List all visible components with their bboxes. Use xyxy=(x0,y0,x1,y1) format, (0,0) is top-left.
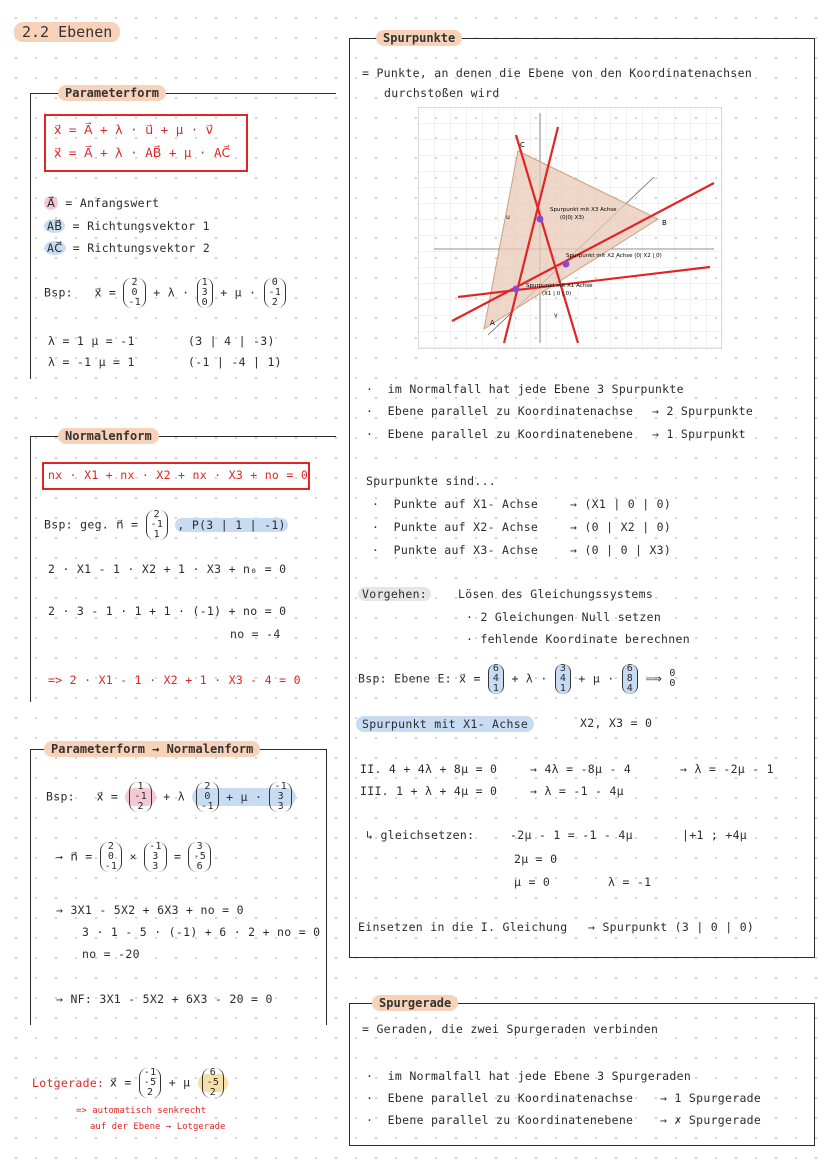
example-2-params: λ = -1 μ = 1 xyxy=(48,355,135,369)
spurpunkte-def-1: = Punkte, an denen die Ebene von den Koordinatenachsen xyxy=(362,66,753,80)
normalenform-line3: no = -4 xyxy=(230,627,281,641)
normalenform-formula: nx · X1 + nx · X2 + nx · X3 + no = 0 xyxy=(48,468,309,482)
vector-c: 0 -1 2 xyxy=(264,278,287,308)
spurgerade-rule-2-result: → 1 Spurgerade xyxy=(660,1091,762,1105)
equation-II-result: → 4λ = -8μ - 4 xyxy=(530,762,632,776)
legend-row-1 xyxy=(44,196,159,210)
vorgehen-step-1: Lösen des Gleichungssystems xyxy=(458,587,654,601)
label-c: C xyxy=(520,141,525,149)
normalenform-example xyxy=(44,510,288,540)
cross-vector-1: 2 0 -1 xyxy=(100,842,123,872)
plus-lambda: + λ · xyxy=(153,285,190,300)
list-row-2: · Punkte auf X2- Achse xyxy=(372,520,539,534)
given-point: , P(3 | 1 | -1) xyxy=(177,517,286,532)
given-n-label: Bsp: geg. n⃗ = xyxy=(44,517,139,532)
legend-row-2 xyxy=(44,219,210,233)
gleichsetzen-operation: |+1 ; +4μ xyxy=(682,828,748,842)
rule-row-3-result: → 1 Spurpunkt xyxy=(652,427,746,441)
legend-text: = Richtungsvektor 2 xyxy=(72,241,211,255)
equation-II-result-2: → λ = -2μ - 1 xyxy=(680,762,774,776)
equation-III: III. 1 + λ + 4μ = 0 xyxy=(360,784,498,798)
plane-vector-3: 6 8 4 xyxy=(622,664,638,694)
trace-point-x3 xyxy=(537,216,544,223)
rule-text: Ebene parallel zu Koordinatenachse xyxy=(387,404,634,418)
normalenform-result: => 2 · X1 - 1 · X2 + 1 · X3 - 4 = 0 xyxy=(48,673,301,687)
plus-mu: + μ · xyxy=(220,285,257,300)
label-p3-coord: (0|0| X3) xyxy=(560,215,585,221)
legend-symbol: AC⃗ xyxy=(44,241,66,255)
spurpunkte-sind: Spurpunkte sind... xyxy=(366,474,497,488)
list-row-2-result: → (0 | X2 | 0) xyxy=(570,520,672,534)
list-row-1: · Punkte auf X1- Achse xyxy=(372,497,539,511)
vector-b: 1 3 0 xyxy=(197,278,213,308)
vorgehen-step-3: · fehlende Koordinate berechnen xyxy=(466,632,690,646)
label-p2: Spurpunkt mit X2 Achse (0| X2 | 0) xyxy=(566,253,662,259)
p2n-normalform: → NF: 3X1 - 5X2 + 6X3 - 20 = 0 xyxy=(56,992,273,1006)
example-1-params: λ = 1 μ = -1 xyxy=(48,334,135,348)
p2n-example: Bsp: x⃗ = 1 -1 2 + λ 2 0 -1 + μ · -1 3 3 xyxy=(46,782,296,812)
normal-label: → n⃗ = xyxy=(56,849,93,864)
example-2-result: (-1 | -4 | 1) xyxy=(188,355,282,369)
p2n-vector-3: -1 3 3 xyxy=(269,782,292,812)
spurpunkte-example: Bsp: Ebene E: x⃗ = 6 4 1 + λ · 3 4 1 + μ · 6 8 4 ⟹ 0 0 xyxy=(358,663,676,694)
plane-vector-1: 6 4 1 xyxy=(488,664,504,694)
plane-label: Bsp: Ebene E: x⃗ = xyxy=(358,671,481,686)
normal-vector: 2 -1 1 xyxy=(146,510,169,540)
vector-a: 2 0 -1 xyxy=(123,278,146,308)
parameterform-formula1: x⃗ = A⃗ + λ · u⃗ + μ · v⃗ xyxy=(54,122,214,137)
example-1-result: (3 | 4 | -3) xyxy=(188,334,275,348)
spurgerade-rule-3-result: → ✗ Spurgerade xyxy=(660,1113,762,1127)
p2n-vector-2: 2 0 -1 xyxy=(196,782,219,812)
label-p1: Spurpunkt mit X1 Achse xyxy=(526,283,593,289)
normalenform-line1: 2 · X1 - 1 · X2 + 1 · X3 + n₀ = 0 xyxy=(48,562,287,576)
gleichsetzen-line-3: μ = 0 xyxy=(514,875,551,889)
label-p3: Spurpunkt mit X3 Achse xyxy=(550,207,617,213)
normalenform-line2: 2 · 3 - 1 · 1 + 1 · (-1) + no = 0 xyxy=(48,604,287,618)
bsp-label: Bsp: xyxy=(44,285,73,300)
plane-vector-2: 3 4 1 xyxy=(555,664,571,694)
spurgerade-rule-3: · Ebene parallel zu Koordinatenebene xyxy=(366,1113,634,1127)
list-row-3: · Punkte auf X3- Achse xyxy=(372,543,539,557)
parameterform-heading: Parameterform xyxy=(58,85,166,101)
list-row-3-result: → (0 | 0 | X3) xyxy=(570,543,672,557)
rule-row-2-result: → 2 Spurpunkte xyxy=(652,404,754,418)
equation-III-result: → λ = -1 - 4μ xyxy=(530,784,624,798)
x-vector-label: x⃗ = xyxy=(94,285,117,300)
legend-symbol: A⃗ xyxy=(44,196,58,210)
legend-text: = Richtungsvektor 1 xyxy=(72,219,210,233)
gleichsetzen-line-2: 2μ = 0 xyxy=(514,852,558,866)
lotgerade-note-2: auf der Ebene → Lotgerade xyxy=(90,1122,226,1132)
cross-product: → n⃗ = 2 0 -1 × -1 3 3 = 3 -5 6 xyxy=(56,842,211,872)
zero-conditions: 0 0 xyxy=(669,668,676,689)
p2n-line2: 3 · 1 - 5 · (-1) + 6 · 2 + no = 0 xyxy=(82,925,321,939)
spurpunkte-def-2: durchstoßen wird xyxy=(384,86,500,100)
p2n-line3: no = -20 xyxy=(82,947,140,961)
spurpunkt-result: → Spurpunkt (3 | 0 | 0) xyxy=(588,920,755,934)
rule-row-2: · Ebene parallel zu Koordinatenachse xyxy=(366,404,634,418)
spurgerade-heading: Spurgerade xyxy=(372,995,458,1011)
equation-II: II. 4 + 4λ + 8μ = 0 xyxy=(360,762,498,776)
parameterform-formula2: x⃗ = A⃗ + λ · AB⃗ + μ · AC⃗ xyxy=(54,145,231,160)
label-p1-coord: (X1 | 0 | 0) xyxy=(542,291,572,297)
legend-symbol: AB⃗ xyxy=(44,219,65,233)
lot-vector-1: -1 -5 2 xyxy=(139,1068,162,1098)
spurpunkte-diagram xyxy=(418,107,722,349)
trace-point-x1 xyxy=(513,286,520,293)
bsp-label: Bsp: xyxy=(46,789,75,804)
lotgerade-note-1: => automatisch senkrecht xyxy=(76,1106,207,1116)
einsetzen-text: Einsetzen in die I. Gleichung xyxy=(358,920,568,934)
p2n-vector-1: 1 -1 2 xyxy=(129,782,152,812)
rule-text: im Normalfall hat jede Ebene 3 Spurpunkte xyxy=(387,382,684,396)
p2n-heading: Parameterform → Normalenform xyxy=(44,741,260,757)
parameterform-example xyxy=(44,278,286,308)
x-vector-label: x⃗ = xyxy=(96,789,119,804)
spurpunkte-heading: Spurpunkte xyxy=(376,30,462,46)
lotgerade-label: Lotgerade: xyxy=(32,1076,105,1090)
rule-text: Ebene parallel zu Koordinatenebene xyxy=(387,427,634,441)
label-v: v xyxy=(554,312,558,319)
gleichsetzen-label: ↳ gleichsetzen: xyxy=(366,828,475,842)
spurpunkt-x1-title: Spurpunkt mit X1- Achse xyxy=(356,716,534,732)
cross-result: 3 -5 6 xyxy=(188,842,211,872)
trace-point-x2 xyxy=(563,261,570,268)
label-u: u xyxy=(506,214,510,221)
label-a: A xyxy=(490,319,495,327)
rule-row-3: · Ebene parallel zu Koordinatenebene xyxy=(366,427,634,441)
normalenform-heading: Normalenform xyxy=(58,428,159,444)
label-b: B xyxy=(662,219,667,227)
gleichsetzen-line-1: -2μ - 1 = -1 - 4μ xyxy=(510,828,633,842)
spurgerade-rule-1: · im Normalfall hat jede Ebene 3 Spurgeraden xyxy=(366,1069,692,1083)
spurpunkt-x1-condition: X2, X3 = 0 xyxy=(580,716,653,730)
legend-row-3 xyxy=(44,241,210,255)
page-title: 2.2 Ebenen xyxy=(14,22,120,42)
lotgerade-equation: x⃗ = -1 -5 2 + μ 6 -5 2 xyxy=(110,1068,228,1098)
lambda-result: λ = -1 xyxy=(608,875,652,889)
list-row-1-result: → (X1 | 0 | 0) xyxy=(570,497,672,511)
p2n-line1: → 3X1 - 5X2 + 6X3 + no = 0 xyxy=(56,903,244,917)
spurgerade-def: = Geraden, die zwei Spurgeraden verbinden xyxy=(362,1022,659,1036)
spurgerade-rule-2: · Ebene parallel zu Koordinatenachse xyxy=(366,1091,634,1105)
vorgehen-label: Vorgehen: xyxy=(358,587,431,601)
lot-vector-2: 6 -5 2 xyxy=(202,1068,225,1098)
rule-row-1: · im Normalfall hat jede Ebene 3 Spurpunkte xyxy=(366,382,684,396)
vorgehen-step-2: · 2 Gleichungen Null setzen xyxy=(466,610,662,624)
cross-vector-2: -1 3 3 xyxy=(144,842,167,872)
legend-text: = Anfangswert xyxy=(65,196,160,210)
